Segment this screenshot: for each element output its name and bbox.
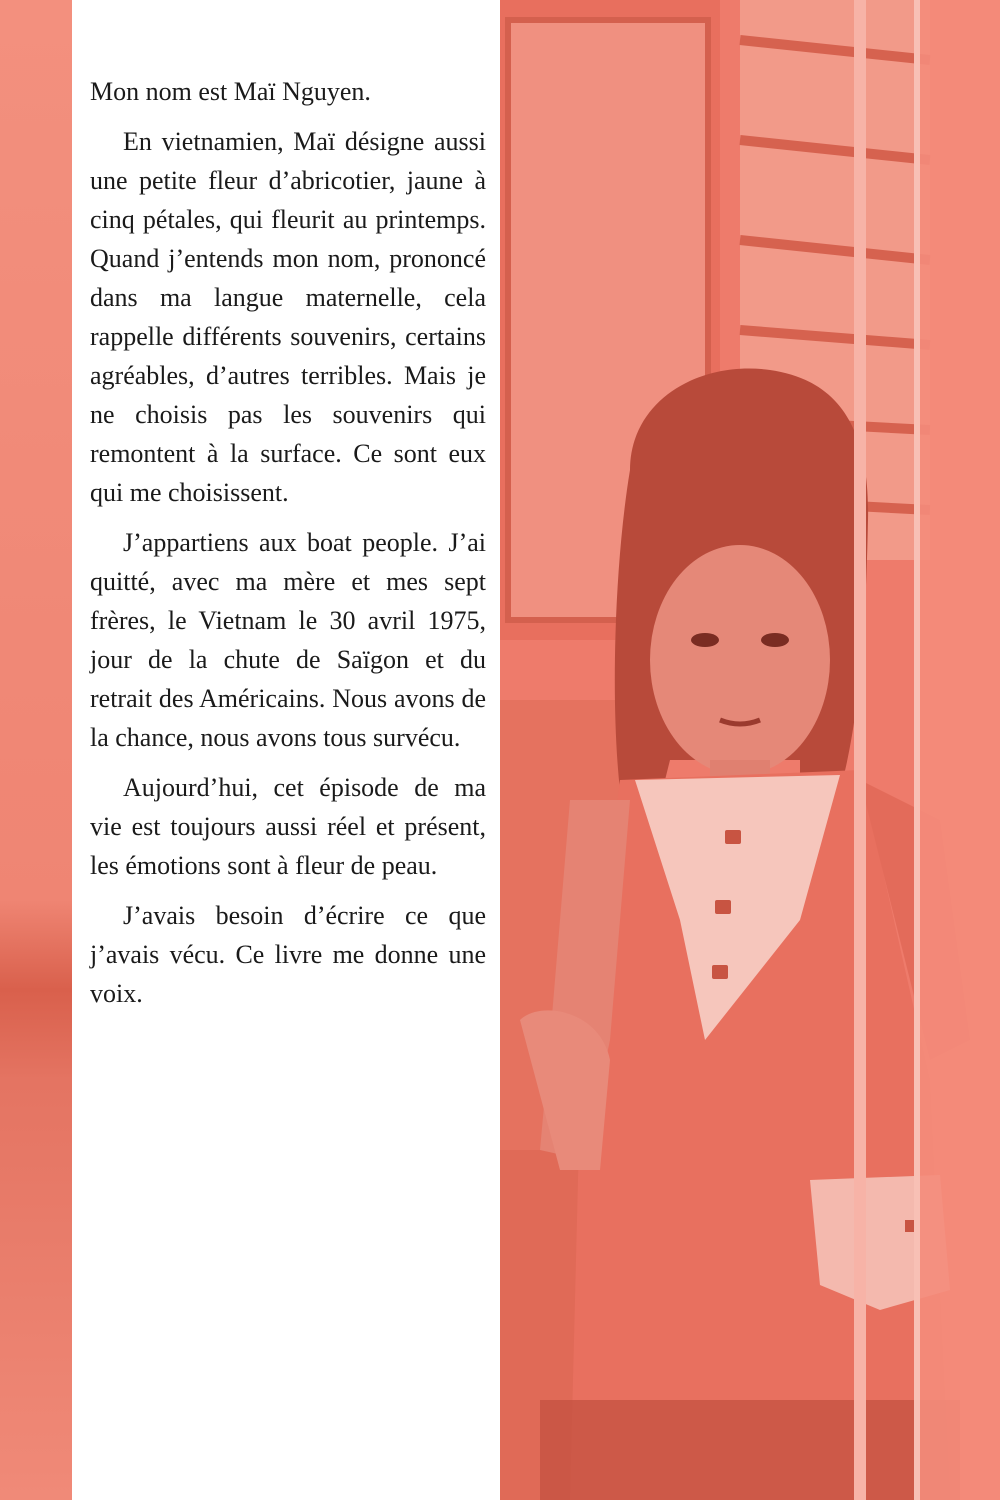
stripe-right xyxy=(914,0,1000,1500)
paragraph-boat-people: J’appartiens aux boat people. J’ai quitté, avec ma mère et mes sept frères, le Vietnam le 30 avril 1975, jour de la chute de Saïgon et du retrait des Américains. Nous avons de la chance, nous avons tous survécu. xyxy=(90,528,486,752)
body-text xyxy=(90,72,486,1024)
photo-illustration xyxy=(500,0,1000,1500)
stripe-left xyxy=(854,0,866,1500)
paragraph-intro: Mon nom est Maï Nguyen. xyxy=(90,77,371,106)
left-tinted-strip xyxy=(0,0,72,1500)
paragraph-today: Aujourd’hui, cet épisode de ma vie est toujours aussi réel et présent, les émotions sont à fleur de peau. xyxy=(90,773,486,880)
paragraph-name-meaning: En vietnamien, Maï désigne aussi une petite fleur d’abricotier, jaune à cinq pétales, qui fleurit au printemps. Quand j’entends mon nom, prononcé dans ma langue maternelle, cela rappelle différents souvenirs, certains agréables, d’autres terribles. Mais je ne choisis pas les souvenirs qui remontent à la surface. Ce sont eux qui me choisissent. xyxy=(90,127,486,507)
paragraph-voice: J’avais besoin d’écrire ce que j’avais vécu. Ce livre me donne une voix. xyxy=(90,901,486,1008)
tinted-photo xyxy=(500,0,1000,1500)
text-column xyxy=(72,0,500,1500)
